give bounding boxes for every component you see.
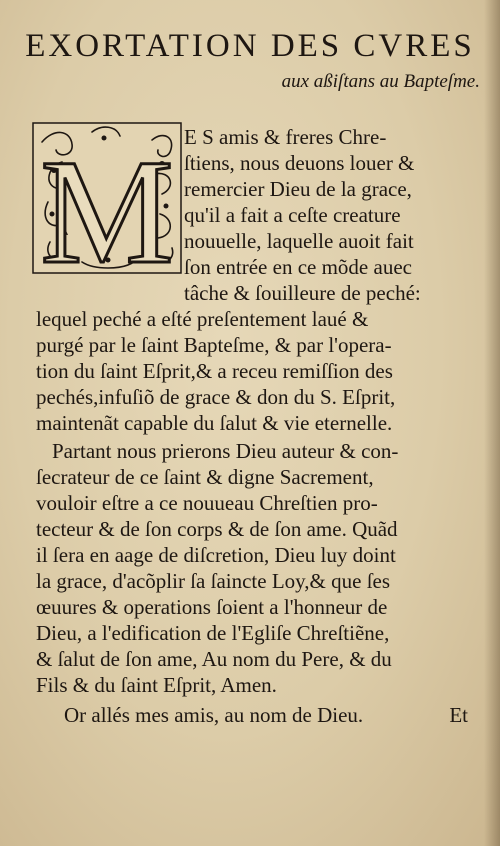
closing-line <box>64 702 468 728</box>
text-line: lequel peché a eſté preſentement laué & <box>36 307 369 331</box>
text-line: purgé par le ſaint Bapteſme, & par l'opera- <box>36 333 392 357</box>
text-line: tâche & ſouilleure de peché: <box>184 281 421 305</box>
text-line: qu'il a fait a ceſte creature <box>184 203 401 227</box>
text-line: remercier Dieu de la grace, <box>184 177 412 201</box>
page-subtitle: aux aßiſtans au Bapteſme. <box>281 71 480 92</box>
text-line: maintenãt capable du ſalut & vie eternelle. <box>36 411 393 435</box>
dropcap-letter: M <box>40 129 174 274</box>
catchword: Et <box>449 703 468 727</box>
text-line: Or allés mes amis, au nom de Dieu. <box>64 703 364 727</box>
text-line: ſon entrée en ce mõde auec <box>184 255 412 279</box>
text-line: vouloir eſtre a ce nouueau Chreſtien pro- <box>36 491 378 515</box>
text-line: nouuelle, laquelle auoit fait <box>184 229 414 253</box>
text-line: il ſera en aage de diſcretion, Dieu luy doint <box>36 543 396 567</box>
text-line: œuures & operations ſoient a l'honneur de <box>36 595 388 619</box>
text-line: Fils & du ſaint Eſprit, Amen. <box>36 673 277 697</box>
text-line: ſecrateur de ce ſaint & digne Sacrement, <box>36 465 374 489</box>
text-line: Partant nous prierons Dieu auteur & con- <box>52 439 399 463</box>
page-title: EXORTATION DES CVRES <box>25 28 475 64</box>
text-line: la grace, d'acõplir ſa ſaincte Loy,& que ſes <box>36 569 391 593</box>
text-line: tion du ſaint Eſprit,& a receu remiſſion des <box>36 359 393 383</box>
text-line: E S amis & freres Chre- <box>184 125 387 149</box>
text-line: Dieu, a l'edification de l'Egliſe Chreſtiẽne, <box>36 621 390 645</box>
text-line: ſtiens, nous deuons louer & <box>184 151 415 175</box>
text-line: tecteur & de ſon corps & de ſon ame. Quãd <box>36 517 398 541</box>
text-line: & ſalut de ſon ame, Au nom du Pere, & du <box>36 647 392 671</box>
text-line: pechés,infuſiõ de grace & don du S. Eſprit, <box>36 385 396 409</box>
